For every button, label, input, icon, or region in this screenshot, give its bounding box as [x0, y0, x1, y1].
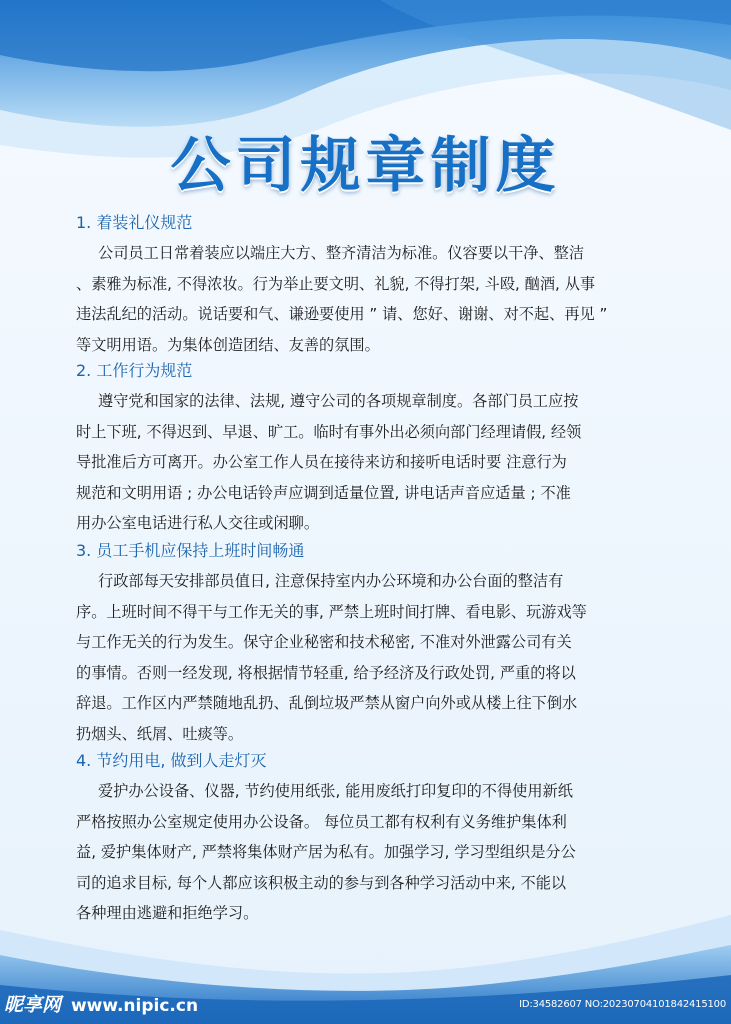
paragraph-line: 严格按照办公室规定使用办公设备。 每位员工都有权利有义务维护集体利	[76, 812, 567, 831]
paragraph-line: 与工作无关的行为发生。保守企业秘密和技术秘密, 不准对外泄露公司有关	[76, 633, 572, 651]
paragraph-line: 行政部每天安排部员值日, 注意保持室内办公环境和办公台面的整洁有	[98, 572, 564, 590]
watermark-logo	[4, 990, 198, 1020]
section-body	[76, 238, 660, 360]
paragraph-line: 司的追求目标, 每个人都应该积极主动的参与到各种学习活动中来, 不能以	[76, 873, 567, 892]
section-heading: 4. 节约用电, 做到人走灯灭	[76, 751, 267, 770]
paragraph-line: 爱护办公设备、仪器, 节约使用纸张, 能用废纸打印复印的不得使用新纸	[98, 782, 573, 800]
section-heading: 1. 着装礼仪规范	[76, 213, 193, 232]
page-title: 公司规章制度	[170, 131, 561, 201]
section-body	[76, 776, 660, 929]
paragraph-line: 时上下班, 不得迟到、早退、旷工。临时有事外出必须向部门经理请假, 经领	[76, 422, 582, 441]
watermark-url: www.nipic.cn	[70, 996, 199, 1016]
paragraph-line: 各种理由逃避和拒绝学习。	[76, 904, 259, 922]
watermark-brand: 昵享网	[4, 994, 62, 1016]
paragraph-line: 违法乱纪的活动。说话要和气、谦逊要使用 ” 请、您好、谢谢、对不起、再见 ”	[76, 305, 608, 323]
paragraph-line: 等文明用语。为集体创造团结、友善的氛围。	[76, 335, 380, 354]
section-heading: 3. 员工手机应保持上班时间畅通	[76, 541, 305, 560]
paragraph-line: 辞退。工作区内严禁随地乱扔、乱倒垃圾严禁从窗户向外或从楼上往下倒水	[76, 694, 578, 712]
paragraph-line: 扔烟头、纸屑、吐痰等。	[76, 724, 244, 743]
paragraph-line: 规范和文明用语 ; 办公电话铃声应调到适量位置, 讲电话声音应适量 ; 不准	[76, 483, 571, 502]
watermark-id: ID:34582607 NO:20230704101842415100	[519, 999, 726, 1010]
section-heading: 2. 工作行为规范	[76, 361, 193, 380]
paragraph-line: 的事情。否则一经发现, 将根据情节轻重, 给予经济及行政处罚, 严重的将以	[76, 663, 576, 682]
paragraph-line: 用办公室电话进行私人交往或闲聊。	[76, 514, 319, 532]
paragraph-line: 遵守党和国家的法律、法规, 遵守公司的各项规章制度。各部门员工应按	[98, 392, 579, 410]
paragraph-line: 序。上班时间不得干与工作无关的事, 严禁上班时间打牌、看电影、玩游戏等	[76, 602, 587, 621]
section-body	[76, 566, 660, 749]
paragraph-line: 、素雅为标准, 不得浓妆。行为举止要文明、礼貌, 不得打架, 斗殴, 酗酒, 从事	[76, 274, 596, 293]
paragraph-line: 公司员工日常着装应以端庄大方、整齐清洁为标准。仪容要以干净、整洁	[98, 244, 584, 262]
paragraph-line: 益, 爱护集体财产, 严禁将集体财产居为私有。加强学习, 学习型组织是分公	[76, 843, 576, 861]
paragraph-line: 导批准后方可离开。办公室工作人员在接待来访和接听电话时要 注意行为	[76, 453, 567, 471]
section-body	[76, 386, 660, 539]
